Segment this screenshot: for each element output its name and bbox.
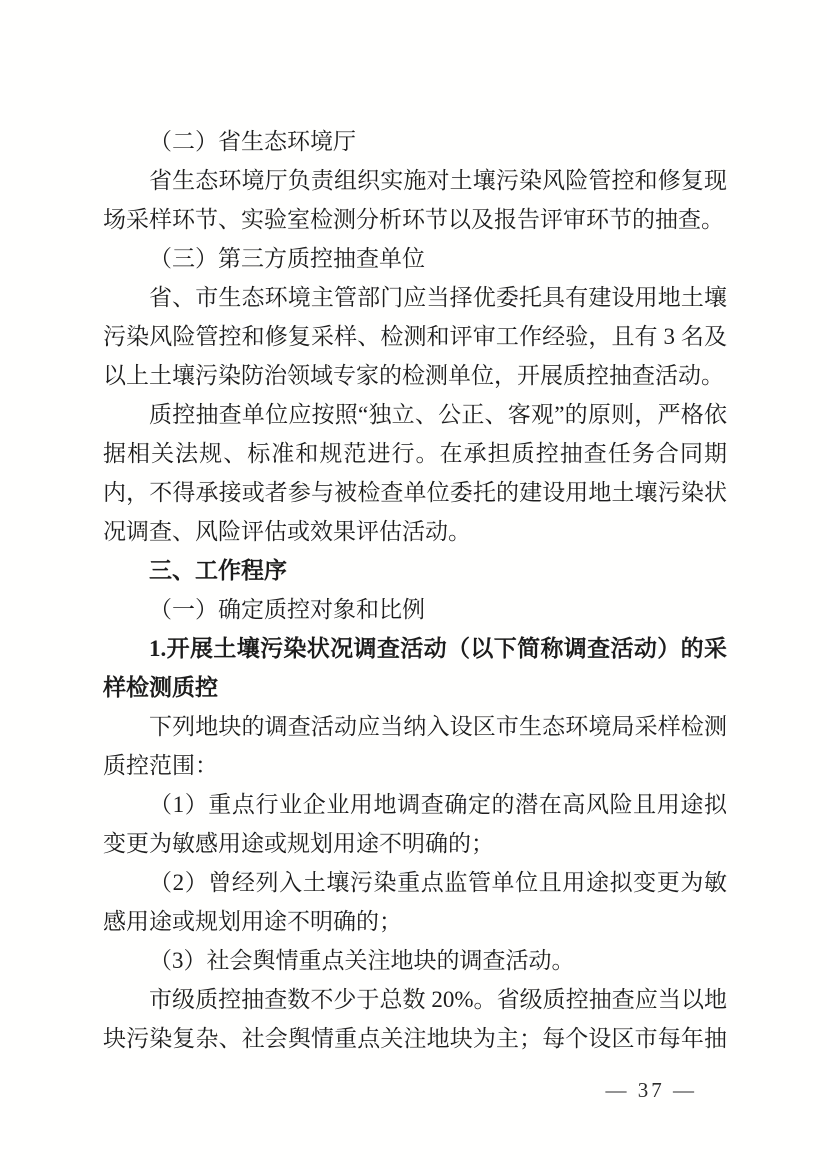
page-footer [606,1078,698,1103]
document-body [103,122,727,1058]
para-provincial-dept-duties: 省生态环境厅负责组织实施对土壤污染风险管控和修复现场采样环节、实验室检测分析环节以及报告评审环节的抽查。 [103,168,727,232]
para-qc-scope-intro: 下列地块的调查活动应当纳入设区市生态环境局采样检测质控范围： [103,714,727,778]
para-item-2-key-supervision-units: （2）曾经列入土壤污染重点监管单位且用途拟变更为敏感用途或规划用途不明确的； [103,870,727,934]
para-item-1-key-industry-land: （1）重点行业企业用地调查确定的潜在高风险且用途拟变更为敏感用途或规划用途不明确的； [103,792,727,856]
heading-section-3-third-party-qc-unit: （三）第三方质控抽查单位 [149,246,425,271]
para-third-party-commission: 省、市生态环境主管部门应当择优委托具有建设用地土壤污染风险管控和修复采样、检测和评审工作经验，且有 3 名及以上土壤污染防治领域专家的检测单位，开展质控抽查活动。 [103,285,727,388]
para-city-level-qc-ratio: 市级质控抽查数不少于总数 20%。省级质控抽查应当以地块污染复杂、社会舆情重点关注地块为主；每个设区市每年抽 [103,987,727,1051]
heading-part-3-work-procedure: 三、工作程序 [149,557,287,583]
heading-item-1-survey-sampling-qc: 1.开展土壤污染状况调查活动（以下简称调查活动）的采样检测质控 [103,636,727,700]
para-item-3-public-opinion-plots: （3）社会舆情重点关注地块的调查活动。 [149,948,575,973]
para-qc-unit-principles: 质控抽查单位应按照“独立、公正、客观”的原则，严格依据相关法规、标准和规范进行。在承担质控抽查任务合同期内，不得承接或者参与被检查单位委托的建设用地土壤污染状况调查、风险评估或效果评估活动。 [103,402,727,544]
heading-section-2-provincial-ecology-dept: （二）省生态环境厅 [149,129,356,154]
heading-section-1-qc-targets-and-ratio: （一）确定质控对象和比例 [149,597,425,622]
page-number: — 37 — [605,1078,697,1102]
